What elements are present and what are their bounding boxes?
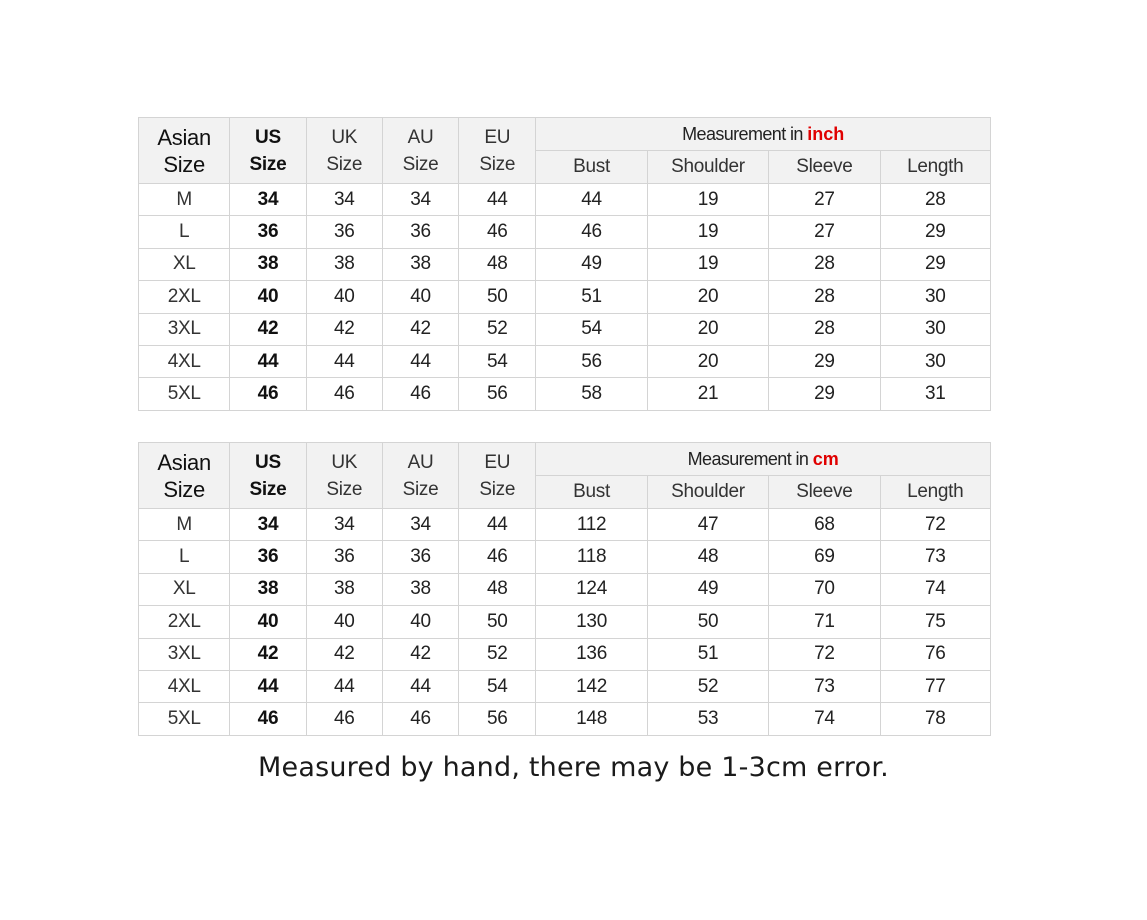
cell-asian-size: M xyxy=(139,184,230,216)
cell-bust: 148 xyxy=(536,703,647,735)
cell-us-size: 36 xyxy=(230,541,306,573)
cell-length: 78 xyxy=(880,703,990,735)
cell-sleeve: 74 xyxy=(769,703,880,735)
cell-au-size: 34 xyxy=(382,509,458,541)
cell-asian-size: L xyxy=(139,541,230,573)
cell-bust: 142 xyxy=(536,670,647,702)
cell-sleeve: 28 xyxy=(769,313,880,345)
cell-shoulder: 51 xyxy=(647,638,768,670)
table-row xyxy=(139,248,991,280)
cell-asian-size: L xyxy=(139,216,230,248)
cell-bust: 136 xyxy=(536,638,647,670)
cell-sleeve: 29 xyxy=(769,378,880,410)
cell-shoulder: 19 xyxy=(647,248,768,280)
cell-au-size: 42 xyxy=(382,313,458,345)
header-length: Length xyxy=(880,151,990,184)
header-asian-size: Asian Size xyxy=(139,443,230,509)
cell-bust: 130 xyxy=(536,606,647,638)
table-row xyxy=(139,509,991,541)
table-row xyxy=(139,281,991,313)
header-length: Length xyxy=(880,476,990,509)
cell-bust: 54 xyxy=(536,313,647,345)
header-uk-size: UK Size xyxy=(306,118,382,184)
cell-asian-size: 5XL xyxy=(139,378,230,410)
cell-eu-size: 54 xyxy=(459,670,536,702)
cell-shoulder: 50 xyxy=(647,606,768,638)
cell-us-size: 38 xyxy=(230,248,306,280)
cell-asian-size: M xyxy=(139,509,230,541)
cell-uk-size: 44 xyxy=(306,345,382,377)
cell-length: 30 xyxy=(880,313,990,345)
cell-asian-size: 3XL xyxy=(139,638,230,670)
cell-sleeve: 69 xyxy=(769,541,880,573)
cell-sleeve: 68 xyxy=(769,509,880,541)
header-bust: Bust xyxy=(536,151,647,184)
cell-us-size: 34 xyxy=(230,509,306,541)
table-row xyxy=(139,216,991,248)
cell-asian-size: 2XL xyxy=(139,606,230,638)
cell-bust: 118 xyxy=(536,541,647,573)
cell-shoulder: 53 xyxy=(647,703,768,735)
cell-au-size: 38 xyxy=(382,573,458,605)
cell-asian-size: 3XL xyxy=(139,313,230,345)
cell-eu-size: 44 xyxy=(459,184,536,216)
cell-eu-size: 56 xyxy=(459,703,536,735)
cell-au-size: 46 xyxy=(382,378,458,410)
cell-sleeve: 27 xyxy=(769,184,880,216)
cell-sleeve: 29 xyxy=(769,345,880,377)
cell-asian-size: XL xyxy=(139,248,230,280)
header-sleeve: Sleeve xyxy=(769,476,880,509)
table-body-cm xyxy=(139,509,991,736)
cell-length: 73 xyxy=(880,541,990,573)
cell-shoulder: 49 xyxy=(647,573,768,605)
cell-bust: 51 xyxy=(536,281,647,313)
cell-au-size: 46 xyxy=(382,703,458,735)
cell-uk-size: 36 xyxy=(306,216,382,248)
cell-eu-size: 52 xyxy=(459,313,536,345)
cell-shoulder: 20 xyxy=(647,345,768,377)
cell-sleeve: 71 xyxy=(769,606,880,638)
cell-au-size: 44 xyxy=(382,670,458,702)
header-shoulder: Shoulder xyxy=(647,151,768,184)
cell-length: 75 xyxy=(880,606,990,638)
cell-au-size: 40 xyxy=(382,606,458,638)
cell-us-size: 44 xyxy=(230,670,306,702)
cell-au-size: 40 xyxy=(382,281,458,313)
header-au-size: AU Size xyxy=(382,118,458,184)
unit-cm: cm xyxy=(812,448,839,469)
cell-us-size: 34 xyxy=(230,184,306,216)
cell-uk-size: 46 xyxy=(306,703,382,735)
cell-au-size: 44 xyxy=(382,345,458,377)
cell-shoulder: 47 xyxy=(647,509,768,541)
cell-bust: 56 xyxy=(536,345,647,377)
cell-asian-size: 4XL xyxy=(139,345,230,377)
cell-us-size: 40 xyxy=(230,606,306,638)
cell-length: 30 xyxy=(880,281,990,313)
header-us-size: US Size xyxy=(230,118,306,184)
cell-sleeve: 73 xyxy=(769,670,880,702)
header-uk-size: UK Size xyxy=(306,443,382,509)
cell-sleeve: 70 xyxy=(769,573,880,605)
cell-us-size: 46 xyxy=(230,703,306,735)
cell-us-size: 40 xyxy=(230,281,306,313)
cell-shoulder: 21 xyxy=(647,378,768,410)
cell-uk-size: 40 xyxy=(306,606,382,638)
cell-asian-size: XL xyxy=(139,573,230,605)
cell-bust: 49 xyxy=(536,248,647,280)
cell-sleeve: 28 xyxy=(769,281,880,313)
cell-us-size: 42 xyxy=(230,313,306,345)
unit-inch: inch xyxy=(807,123,845,144)
cell-shoulder: 20 xyxy=(647,281,768,313)
cell-asian-size: 5XL xyxy=(139,703,230,735)
cell-au-size: 42 xyxy=(382,638,458,670)
table-row xyxy=(139,670,991,702)
header-asian-size: Asian Size xyxy=(139,118,230,184)
cell-length: 28 xyxy=(880,184,990,216)
cell-us-size: 38 xyxy=(230,573,306,605)
measurement-note: Measured by hand, there may be 1-3cm error. xyxy=(258,752,889,783)
cell-bust: 58 xyxy=(536,378,647,410)
cell-au-size: 36 xyxy=(382,216,458,248)
cell-length: 76 xyxy=(880,638,990,670)
cell-eu-size: 44 xyxy=(459,509,536,541)
cell-eu-size: 56 xyxy=(459,378,536,410)
header-measurement-cm: Measurement in cm xyxy=(536,443,991,476)
cell-length: 31 xyxy=(880,378,990,410)
cell-shoulder: 19 xyxy=(647,184,768,216)
cell-eu-size: 48 xyxy=(459,573,536,605)
cell-au-size: 38 xyxy=(382,248,458,280)
cell-uk-size: 44 xyxy=(306,670,382,702)
cell-length: 29 xyxy=(880,248,990,280)
cell-length: 30 xyxy=(880,345,990,377)
cell-bust: 44 xyxy=(536,184,647,216)
table-row xyxy=(139,606,991,638)
cell-asian-size: 2XL xyxy=(139,281,230,313)
cell-us-size: 44 xyxy=(230,345,306,377)
cell-uk-size: 34 xyxy=(306,184,382,216)
cell-us-size: 46 xyxy=(230,378,306,410)
table-row xyxy=(139,184,991,216)
cell-eu-size: 46 xyxy=(459,541,536,573)
cell-sleeve: 27 xyxy=(769,216,880,248)
cell-eu-size: 54 xyxy=(459,345,536,377)
header-us-size: US Size xyxy=(230,443,306,509)
cell-au-size: 34 xyxy=(382,184,458,216)
cell-length: 77 xyxy=(880,670,990,702)
cell-uk-size: 38 xyxy=(306,573,382,605)
cell-shoulder: 20 xyxy=(647,313,768,345)
table-body-inch xyxy=(139,184,991,411)
table-row xyxy=(139,703,991,735)
table-row xyxy=(139,573,991,605)
cell-sleeve: 28 xyxy=(769,248,880,280)
cell-us-size: 36 xyxy=(230,216,306,248)
size-table-inch xyxy=(138,117,991,411)
cell-eu-size: 48 xyxy=(459,248,536,280)
header-shoulder: Shoulder xyxy=(647,476,768,509)
cell-eu-size: 52 xyxy=(459,638,536,670)
cell-au-size: 36 xyxy=(382,541,458,573)
cell-uk-size: 42 xyxy=(306,638,382,670)
table-row xyxy=(139,378,991,410)
header-au-size: AU Size xyxy=(382,443,458,509)
cell-eu-size: 46 xyxy=(459,216,536,248)
header-eu-size: EU Size xyxy=(459,118,536,184)
cell-sleeve: 72 xyxy=(769,638,880,670)
cell-length: 29 xyxy=(880,216,990,248)
cell-bust: 124 xyxy=(536,573,647,605)
table-row xyxy=(139,638,991,670)
cell-uk-size: 38 xyxy=(306,248,382,280)
table-row xyxy=(139,313,991,345)
header-measurement-inch: Measurement in inch xyxy=(536,118,991,151)
cell-asian-size: 4XL xyxy=(139,670,230,702)
cell-eu-size: 50 xyxy=(459,606,536,638)
cell-uk-size: 42 xyxy=(306,313,382,345)
size-table-cm xyxy=(138,442,991,736)
table-row xyxy=(139,541,991,573)
cell-uk-size: 34 xyxy=(306,509,382,541)
cell-bust: 46 xyxy=(536,216,647,248)
cell-uk-size: 36 xyxy=(306,541,382,573)
header-sleeve: Sleeve xyxy=(769,151,880,184)
cell-bust: 112 xyxy=(536,509,647,541)
cell-us-size: 42 xyxy=(230,638,306,670)
cell-uk-size: 40 xyxy=(306,281,382,313)
header-eu-size: EU Size xyxy=(459,443,536,509)
cell-shoulder: 19 xyxy=(647,216,768,248)
cell-uk-size: 46 xyxy=(306,378,382,410)
cell-eu-size: 50 xyxy=(459,281,536,313)
cell-shoulder: 48 xyxy=(647,541,768,573)
table-row xyxy=(139,345,991,377)
cell-length: 72 xyxy=(880,509,990,541)
cell-length: 74 xyxy=(880,573,990,605)
header-bust: Bust xyxy=(536,476,647,509)
cell-shoulder: 52 xyxy=(647,670,768,702)
